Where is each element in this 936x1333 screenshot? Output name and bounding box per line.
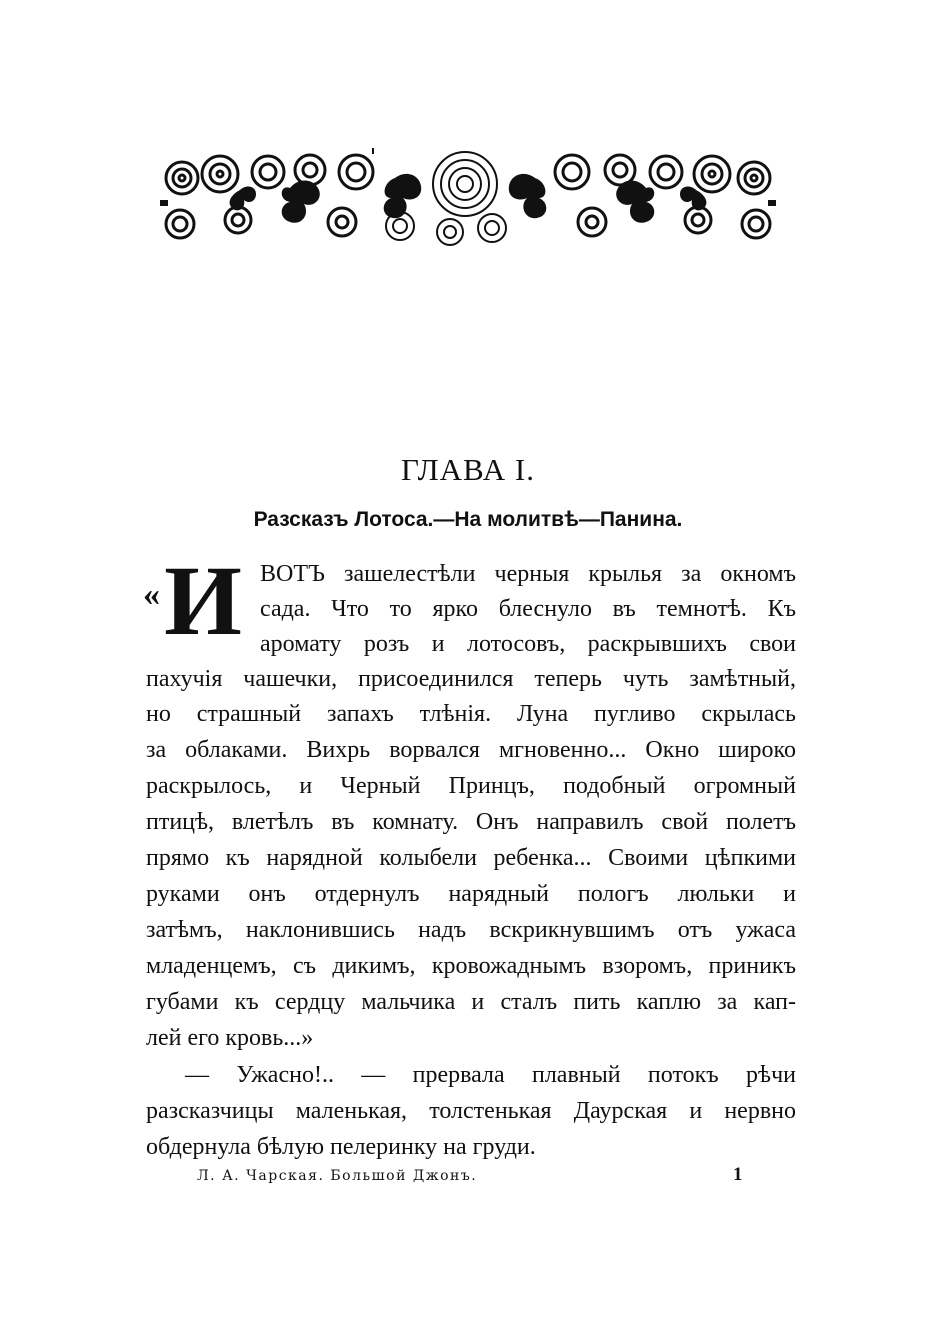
text-line: за облаками. Вихрь ворвался мгновенно... Окно широко: [146, 737, 796, 763]
text-line: лей его кровь...»: [146, 1025, 314, 1051]
text-line: ВОТЪ зашелестѣли черныя крылья за окномъ: [260, 561, 796, 587]
signature-mark: 1: [733, 1164, 743, 1185]
text-line: затѣмъ, наклонившись надъ вскрикнувшимъ отъ ужаса: [146, 917, 796, 943]
text-line: обдернула бѣлую пелеринку на груди.: [146, 1134, 536, 1160]
text-line: но страшный запахъ тлѣнія. Луна пугливо скрылась: [146, 701, 796, 727]
opening-quote-mark: «: [143, 576, 160, 613]
text-line: пахучія чашечки, присоединился теперь чуть замѣтный,: [146, 666, 796, 692]
text-line: прямо къ нарядной колыбели ребенка... Своими цѣпкими: [146, 845, 796, 871]
text-line: младенцемъ, съ дикимъ, кровожаднымъ взоромъ, приникъ: [146, 953, 796, 979]
text-line: — Ужасно!.. — прервала плавный потокъ рѣчи: [185, 1062, 796, 1088]
text-line: разсказчицы маленькая, толстенькая Даурская и нервно: [146, 1098, 796, 1124]
decorative-headpiece-ornament: [160, 148, 776, 248]
text-line: губами къ сердцу мальчика и сталъ пить каплю за кап-: [146, 989, 796, 1015]
decorative-dropcap: [162, 554, 244, 640]
text-line: сада. Что то ярко блеснуло въ темнотѣ. Къ: [260, 596, 796, 622]
text-line: раскрылось, и Черный Принцъ, подобный огромный: [146, 773, 796, 799]
running-footer-title: Л. А. Чарская. Большой Джонъ.: [197, 1168, 478, 1184]
chapter-subtitle: Разсказъ Лотоса.—На молитвѣ—Панина.: [253, 508, 683, 531]
dropcap-letter: И: [164, 554, 242, 640]
chapter-title: ГЛАВА I.: [401, 452, 535, 487]
text-line: птицѣ, влетѣлъ въ комнату. Онъ направилъ свой полетъ: [146, 809, 796, 835]
text-line: аромату розъ и лотосовъ, раскрывшихъ свои: [260, 631, 796, 657]
text-line: руками онъ отдернулъ нарядный пологъ люльки и: [146, 881, 796, 907]
